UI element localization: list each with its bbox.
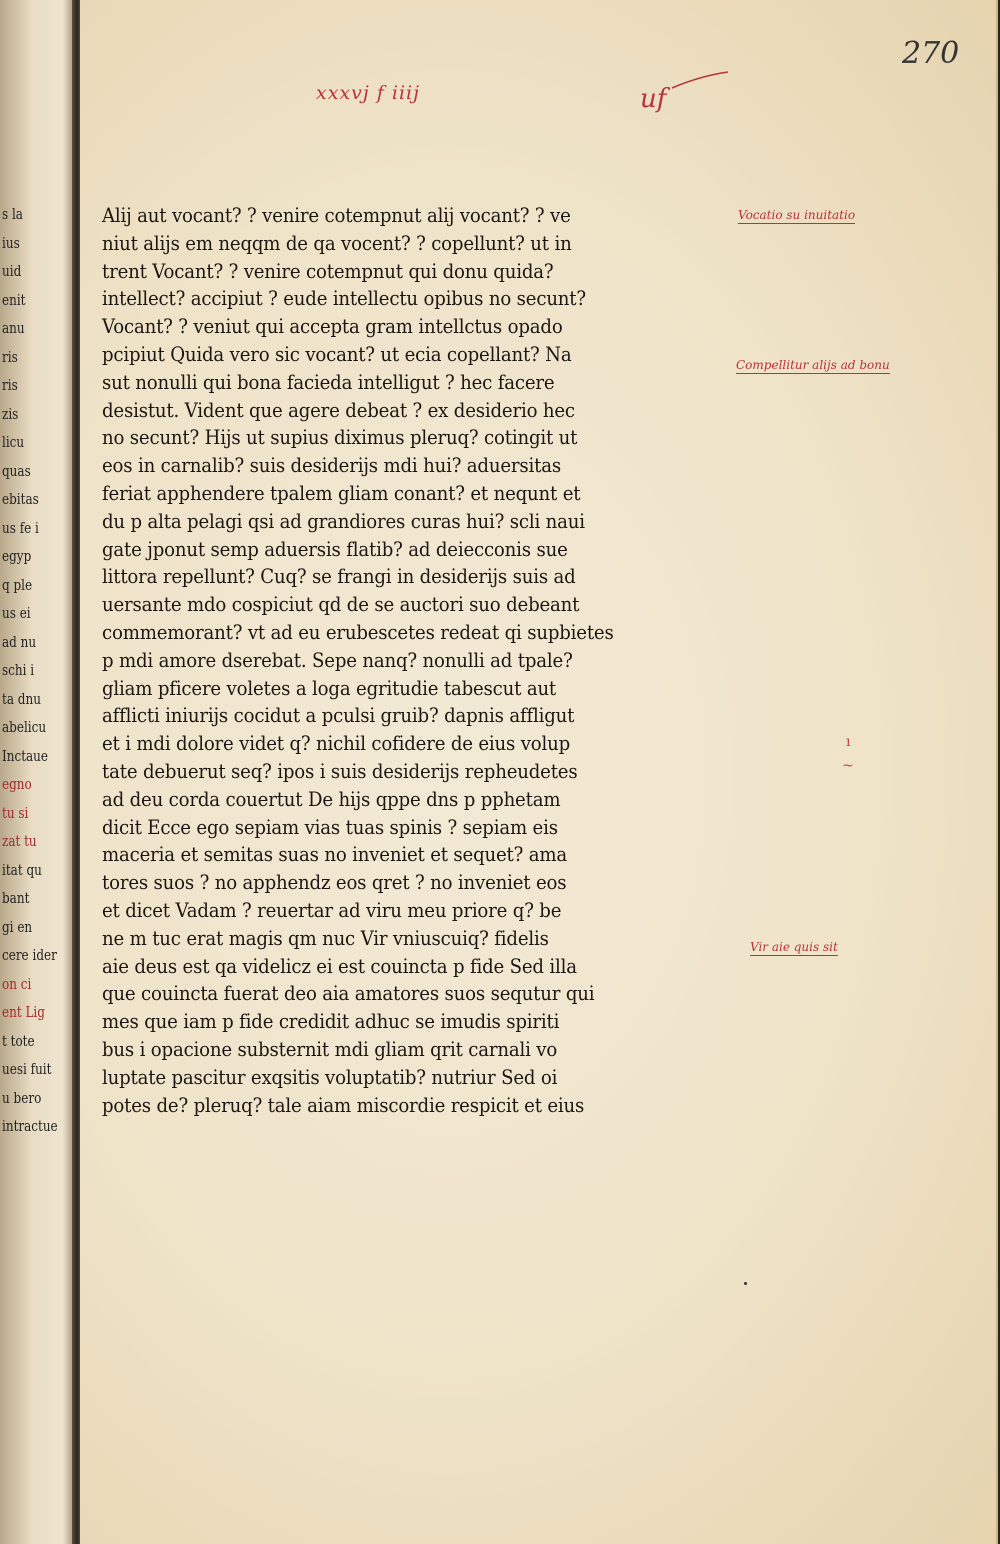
page-edge	[996, 0, 998, 1544]
text-line: luptate pascitur exqsitis voluptatib? nutriur Sed oi	[102, 1065, 558, 1089]
facing-page-fragment: enit	[2, 290, 26, 309]
signature-flourish	[670, 70, 730, 90]
text-line: que couincta fuerat deo aia amatores suos sequtur qui	[102, 982, 595, 1006]
text-line: gate jponut semp aduersis flatib? ad deiecconis sue	[102, 537, 568, 561]
text-line: gliam pficere voletes a loga egritudie tabescut aut	[102, 676, 557, 700]
text-line: no secunt? Hijs ut supius diximus pleruq? cotingit ut	[102, 426, 578, 450]
facing-page-fragment: egno	[2, 775, 32, 793]
facing-page-fragment: ris	[2, 376, 18, 394]
text-line: eos in carnalib? suis desiderijs mdi hui? aduersitas	[102, 454, 561, 478]
text-column	[102, 202, 692, 1119]
manuscript-page	[80, 0, 998, 1544]
facing-page-fragment: on ci	[2, 974, 32, 993]
facing-page-fragment: tu si	[2, 803, 29, 822]
facing-page-edge	[0, 0, 78, 1544]
facing-page-fragment: egyp	[2, 547, 32, 565]
text-line: tate debuerut seq? ipos i suis desiderijs repheudetes	[102, 759, 578, 783]
text-line: bus i opacione substernit mdi gliam qrit carnali vo	[102, 1037, 558, 1061]
text-line: littora repellunt? Cuq? se frangi in desiderijs suis ad	[102, 565, 576, 589]
facing-page-fragment: ebitas	[2, 490, 39, 508]
text-line: mes que iam p fide credidit adhuc se imudis spiriti	[102, 1010, 560, 1034]
facing-page-fragment: intractue	[2, 1117, 58, 1135]
margin-note-vocatio: Vocatio su inuitatio	[738, 208, 856, 222]
facing-page-fragment: t tote	[2, 1031, 35, 1050]
facing-page-fragment: zis	[2, 404, 19, 423]
facing-page-fragment: s la	[2, 205, 23, 223]
facing-page-fragment: us ei	[2, 604, 31, 622]
signature-mark: uf	[640, 84, 667, 114]
facing-page-fragment: ris	[2, 347, 18, 366]
facing-page-fragment: quas	[2, 461, 31, 480]
text-line: et i mdi dolore videt q? nichil cofidere de eius volup	[102, 732, 571, 756]
facing-page-fragment: u bero	[2, 1088, 42, 1107]
facing-page-fragment: zat tu	[2, 832, 37, 850]
facing-page-fragment: ta dnu	[2, 689, 41, 708]
facing-page-fragment: abelicu	[2, 718, 47, 736]
text-line: desistut. Vident que agere debeat ? ex desiderio hec	[102, 398, 575, 422]
text-line: et dicet Vadam ? reuertar ad viru meu priore q? be	[102, 898, 562, 922]
text-line: afflicti iniurijs cocidut a pculsi gruib? dapnis affligut	[102, 704, 575, 728]
facing-page-fragment: ius	[2, 233, 20, 252]
facing-page-fragment: ent Lig	[2, 1003, 45, 1021]
facing-page-fragment: schi i	[2, 661, 35, 679]
text-line: Vocant? ? veniut qui accepta gram intellctus opado	[102, 315, 563, 339]
text-line: intellect? accipiut ? eude intellectu opibus no secunt?	[102, 287, 586, 311]
text-line: dicit Ecce ego sepiam vias tuas spinis ? sepiam eis	[102, 815, 558, 839]
facing-page-fragment: licu	[2, 433, 25, 451]
ink-dot	[744, 1282, 747, 1285]
margin-note-vir: Vir aie quis sit	[750, 940, 838, 954]
facing-page-fragment: bant	[2, 889, 30, 907]
margin-tick-mark: ~	[842, 758, 854, 774]
facing-page-fragment: gi en	[2, 917, 33, 936]
facing-page-fragment: uid	[2, 262, 22, 280]
facing-page-fragment: Inctaue	[2, 746, 48, 765]
text-line: sut nonulli qui bona facieda intelligut ? hec facere	[102, 370, 555, 394]
text-line: maceria et semitas suas no inveniet et sequet? ama	[102, 843, 568, 867]
facing-page-fragment: cere ider	[2, 946, 57, 964]
text-line: Alij aut vocant? ? venire cotempnut alij vocant? ? ve	[102, 204, 571, 227]
text-line: tores suos ? no apphendz eos qret ? no inveniet eos	[102, 871, 567, 895]
text-line: ne m tuc erat magis qm nuc Vir vniuscuiq? fidelis	[102, 926, 549, 950]
text-line: aie deus est qa videlicz ei est couincta p fide Sed illa	[102, 954, 577, 978]
margin-note-compellitur: Compellitur alijs ad bonu	[736, 358, 890, 372]
facing-page-fragment: uesi fuit	[2, 1060, 52, 1078]
text-line: p mdi amore dserebat. Sepe nanq? nonulli ad tpale?	[102, 648, 573, 672]
text-line: du p alta pelagi qsi ad grandiores curas hui? scli naui	[102, 509, 585, 533]
text-line: trent Vocant? ? venire cotempnut qui donu quida?	[102, 259, 554, 283]
text-line: feriat apphendere tpalem gliam conant? et nequnt et	[102, 481, 581, 505]
folio-number: 270	[902, 36, 960, 71]
text-line: ad deu corda couertut De hijs qppe dns p pphetam	[102, 787, 561, 811]
text-line: commemorant? vt ad eu erubescetes redeat qi supbietes	[102, 620, 614, 644]
text-line: niut alijs em neqqm de qa vocent? ? copellunt? ut in	[102, 231, 572, 255]
facing-page-fragment: ad nu	[2, 632, 37, 651]
running-head: xxxvj f iiij	[316, 82, 421, 104]
facing-page-fragment: us fe i	[2, 518, 39, 537]
facing-page-fragment: anu	[2, 319, 25, 337]
facing-page-fragment: itat qu	[2, 860, 42, 879]
text-line: potes de? pleruq? tale aiam miscordie respicit et eius	[102, 1093, 585, 1117]
margin-tick-mark: ı	[846, 734, 851, 750]
facing-page-fragment: q ple	[2, 575, 33, 594]
text-line: pcipiut Quida vero sic vocant? ut ecia copellant? Na	[102, 342, 572, 366]
text-line: uersante mdo cospiciut qd de se auctori suo debeant	[102, 593, 580, 617]
